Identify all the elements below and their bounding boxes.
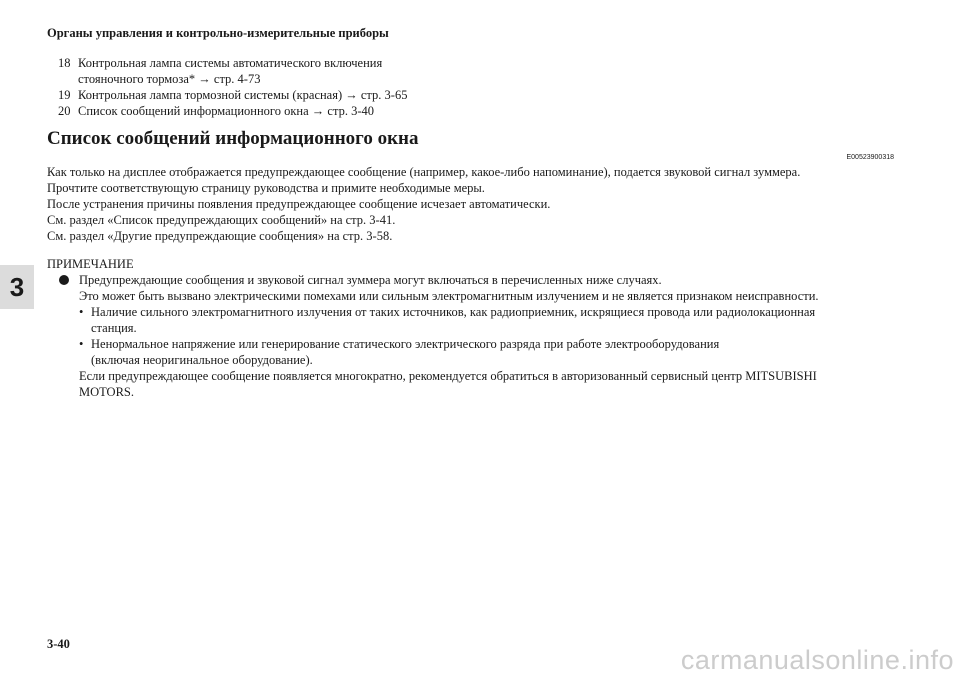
list-item-number: 19 — [58, 88, 71, 102]
list-item — [58, 55, 407, 87]
list-item-text: Список сообщений информационного окна → стр. 3-40 — [78, 104, 374, 118]
list-item-text — [78, 55, 382, 87]
section-code: E00523900318 — [846, 154, 894, 161]
intro-line: Прочтите соответствующую страницу руководства и примите необходимые меры. — [47, 181, 485, 195]
note-text: MOTORS. — [79, 385, 134, 399]
list-item-text: Контрольная лампа тормозной системы (красная) → стр. 3-65 — [78, 88, 408, 102]
list-item-line: Контрольная лампа системы автоматического включения — [78, 56, 383, 70]
note-sub-text: (включая неоригинальное оборудование). — [91, 353, 313, 367]
note-sub-item — [59, 336, 909, 352]
list-item — [58, 87, 407, 103]
small-bullet-icon: • — [79, 305, 84, 319]
note-block — [59, 272, 909, 400]
section-title: Список сообщений информационного окна — [47, 128, 419, 149]
note-sub-text: станция. — [91, 321, 137, 335]
note-sub-text: Ненормальное напряжение или генерирование статического электрического разряда при работе электрооборудования — [91, 337, 720, 351]
list-item-line: стояночного тормоза* → стр. 4-73 — [78, 72, 261, 86]
note-sub-item — [59, 304, 909, 320]
filled-circle-bullet-icon — [59, 275, 69, 285]
reference-list — [58, 55, 407, 119]
note-heading: ПРИМЕЧАНИЕ — [47, 257, 134, 271]
list-item-number: 18 — [58, 56, 71, 70]
note-text: Предупреждающие сообщения и звуковой сигнал зуммера могут включаться в перечисленных ниже случаях. — [79, 273, 662, 287]
running-header: Органы управления и контрольно-измерительные приборы — [47, 26, 389, 40]
intro-paragraph — [47, 164, 907, 244]
intro-line: См. раздел «Список предупреждающих сообщений» на стр. 3-41. — [47, 213, 396, 227]
page-number: 3-40 — [47, 637, 70, 651]
watermark: carmanualsonline.info — [680, 645, 954, 675]
chapter-tab — [0, 265, 34, 309]
list-item-number: 20 — [58, 104, 71, 118]
small-bullet-icon: • — [79, 337, 84, 351]
chapter-number: 3 — [9, 271, 25, 302]
list-item — [58, 103, 407, 119]
note-text: Если предупреждающее сообщение появляется многократно, рекомендуется обратиться в авторизованный сервисный центр MITSUBISHI — [79, 369, 817, 383]
note-text: Это может быть вызвано электрическими помехами или сильным электромагнитным излучением и не является признаком неисправности. — [79, 289, 819, 303]
note-sub-text: Наличие сильного электромагнитного излучения от таких источников, как радиоприемник, искрящиеся провода или радиолокационная — [91, 305, 816, 319]
note-bullet-item — [59, 272, 909, 288]
intro-line: См. раздел «Другие предупреждающие сообщения» на стр. 3-58. — [47, 229, 393, 243]
intro-line: Как только на дисплее отображается предупреждающее сообщение (например, какое-либо напоминание), подается звуковой сигнал зуммера. — [47, 165, 801, 179]
intro-line: После устранения причины появления предупреждающее сообщение исчезает автоматически. — [47, 197, 551, 211]
